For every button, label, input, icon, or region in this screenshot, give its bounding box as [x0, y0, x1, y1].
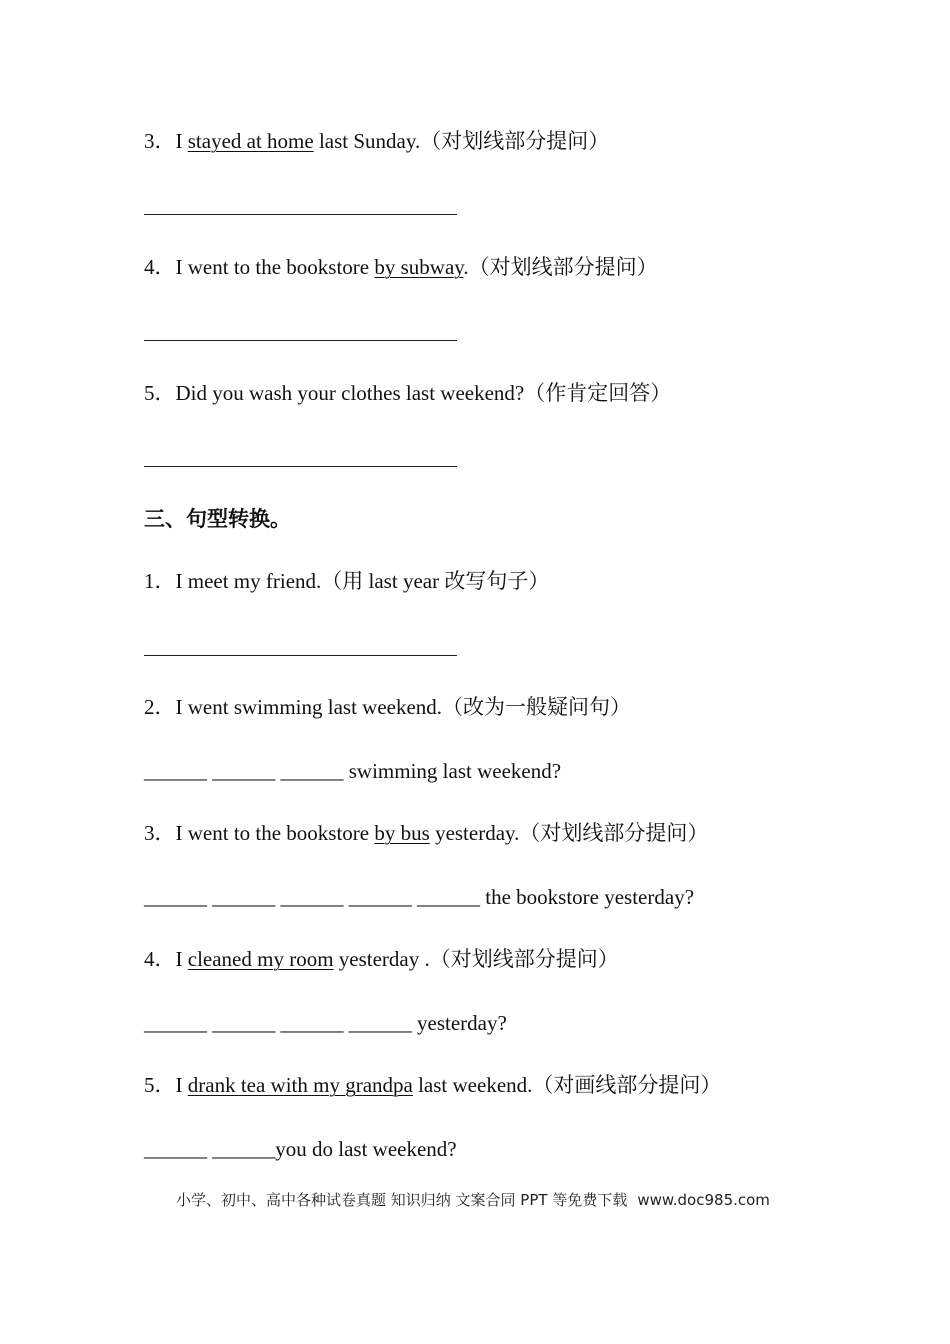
question-2-3: 3．I stayed at home last Sunday.（对划线部分提问）: [144, 129, 610, 153]
footer-url[interactable]: www.doc985.com: [637, 1191, 770, 1209]
question-2-5: 5．Did you wash your clothes last weekend?（作肯定回答）: [144, 381, 672, 405]
answer-line: [144, 466, 457, 467]
question-2-4: 4．I went to the bookstore by subway.（对划线部分提问）: [144, 255, 658, 279]
page-footer: [176, 1190, 770, 1210]
question-3-2: 2．I went swimming last weekend.（改为一般疑问句）: [144, 695, 632, 719]
question-3-4: 4．I cleaned my room yesterday .（对划线部分提问）: [144, 947, 619, 971]
underlined-phrase: by subway: [374, 255, 464, 279]
answer-line: [144, 655, 457, 656]
answer-line: [144, 214, 457, 215]
question-3-5: 5．I drank tea with my grandpa last weekend.（对画线部分提问）: [144, 1073, 722, 1097]
question-3-3: 3．I went to the bookstore by bus yesterday.（对划线部分提问）: [144, 821, 709, 845]
question-3-1: 1．I meet my friend.（用 last year 改写句子）: [144, 569, 550, 593]
underlined-phrase: drank tea with my grandpa: [187, 1073, 413, 1097]
answer-template-3-2: ______ ______ ______ swimming last weekend?: [144, 759, 562, 783]
answer-template-3-4: ______ ______ ______ ______ yesterday?: [144, 1011, 507, 1035]
answer-template-3-3: ______ ______ ______ ______ ______ the bookstore yesterday?: [144, 885, 695, 909]
footer-text: 小学、初中、高中各种试卷真题 知识归纳 文案合同 PPT 等免费下载: [176, 1191, 628, 1209]
answer-template-3-5: ______ ______you do last weekend?: [144, 1137, 457, 1161]
underlined-phrase: stayed at home: [187, 129, 314, 153]
section-heading: 三、句型转换。: [144, 507, 291, 531]
underlined-phrase: by bus: [374, 821, 430, 845]
underlined-phrase: cleaned my room: [187, 947, 334, 971]
answer-line: [144, 340, 457, 341]
